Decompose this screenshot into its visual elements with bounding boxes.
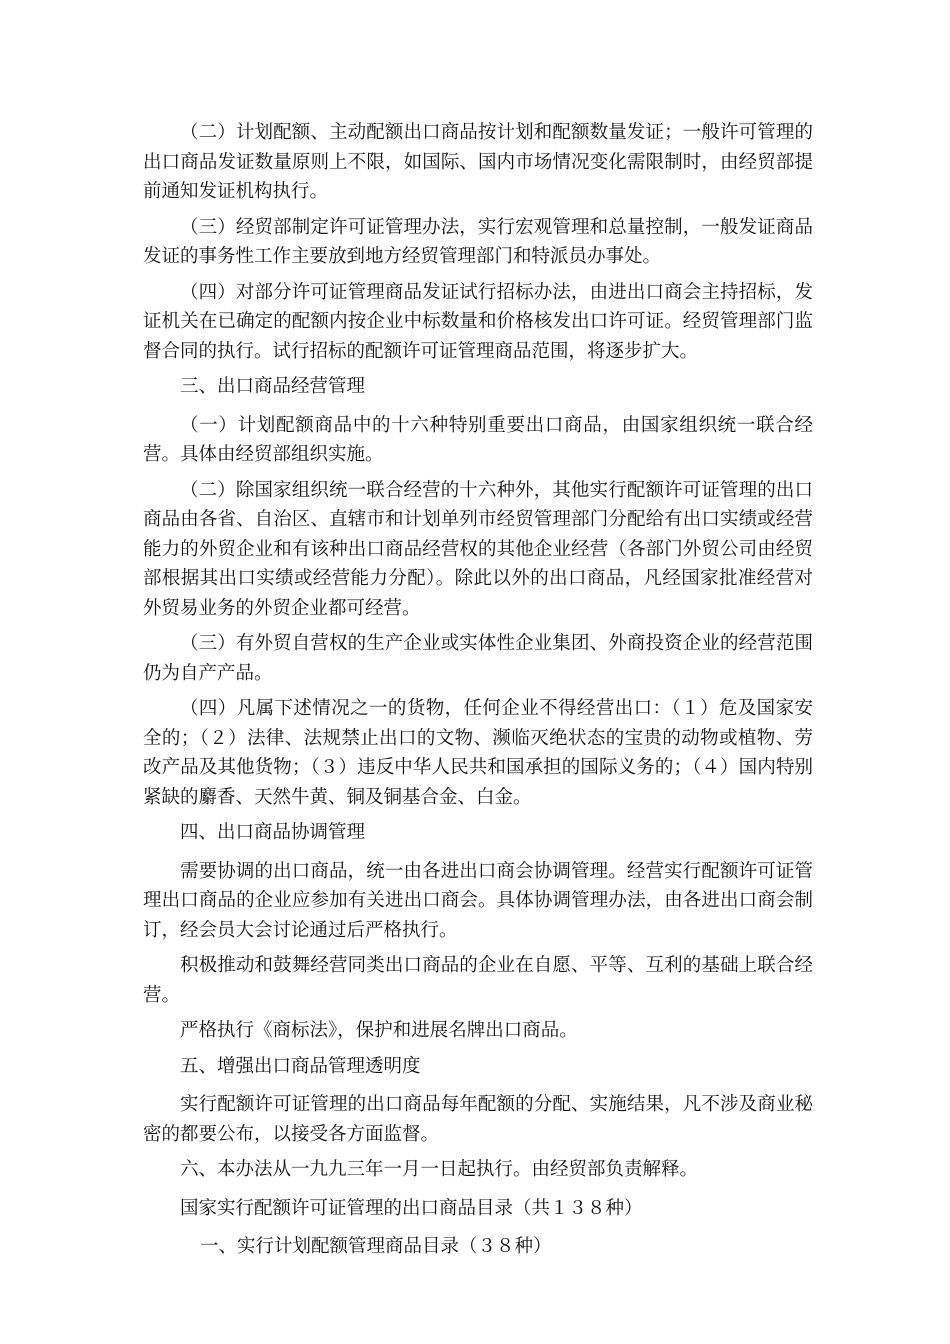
- section-heading-3: 三、出口商品经营管理: [180, 376, 366, 397]
- paragraph-4-1: 需要协调的出口商品，统一由各进出口商会协调管理。经营实行配额许可证管理出口商品的企业应参加有关进出口商会。具体协调管理办法，由各进出口商会制订，经会员大会讨论通过后严格执行。: [143, 860, 813, 941]
- paragraph-5-1: 实行配额许可证管理的出口商品每年配额的分配、实施结果，凡不涉及商业秘密的都要公布，以接受各方面监督。: [143, 1094, 813, 1145]
- section-heading-4: 四、出口商品协调管理: [180, 822, 366, 843]
- paragraph-2-2: （二）计划配额、主动配额出口商品按计划和配额数量发证；一般许可管理的出口商品发证数量原则上不限，如国际、国内市场情况变化需限制时，由经贸部提前通知发证机构执行。: [143, 122, 813, 202]
- paragraph-2-3: （三）经贸部制定许可证管理办法，实行宏观管理和总量控制，一般发证商品发证的事务性工作主要放到地方经贸管理部门和特派员办事处。: [143, 216, 813, 267]
- catalog-title: 国家实行配额许可证管理的出口商品目录（共１３８种）: [180, 1197, 643, 1219]
- paragraph-3-2: （二）除国家组织统一联合经营的十六种外，其他实行配额许可证管理的出口商品由各省、自治区、直辖市和计划单列市经贸管理部门分配给有出口实绩或经营能力的外贸企业和有该种出口商品经营权的其他企业经营（各部门外贸公司由经贸部根据其出口实绩或经营能力分配）。除此以外的出口商品，凡经国家批准经营对外贸易业务的外贸企业都可经营。: [143, 479, 813, 619]
- section-heading-5: 五、增强出口商品管理透明度: [180, 1055, 421, 1077]
- document-body: [143, 118, 813, 1268]
- paragraph-3-4: （四）凡属下述情况之一的货物，任何企业不得经营出口：（１）危及国家安全的；（２）法律、法规禁止出口的文物、濒临灭绝状态的宝贵的动物或植物、劳改产品及其他货物；（３）违反中华人民共和国承担的国际义务的；（４）国内特别紧缺的麝香、天然牛黄、铜及铜基合金、白金。: [143, 698, 813, 808]
- catalog-subheading-1: 一、实行计划配额管理商品目录（３８种）: [200, 1236, 552, 1257]
- paragraph-3-3: （三）有外贸自营权的生产企业或实体性企业集团、外商投资企业的经营范围仍为自产产品。: [143, 633, 813, 684]
- paragraph-4-3: 严格执行《商标法》，保护和进展名牌出口商品。: [180, 1020, 578, 1041]
- section-heading-6: 六、本办法从一九九三年一月一日起执行。由经贸部负责解释。: [180, 1159, 699, 1180]
- paragraph-4-2: 积极推动和鼓舞经营同类出口商品的企业在自愿、平等、互利的基础上联合经营。: [143, 955, 813, 1006]
- paragraph-2-4: （四）对部分许可证管理商品发证试行招标办法，由进出口商会主持招标，发证机关在已确定的配额内按企业中标数量和价格核发出口许可证。经贸管理部门监督合同的执行。试行招标的配额许可证管理商品范围，将逐步扩大。: [143, 281, 813, 362]
- paragraph-3-1: （一）计划配额商品中的十六种特别重要出口商品，由国家组织统一联合经营。具体由经贸部组织实施。: [143, 414, 813, 465]
